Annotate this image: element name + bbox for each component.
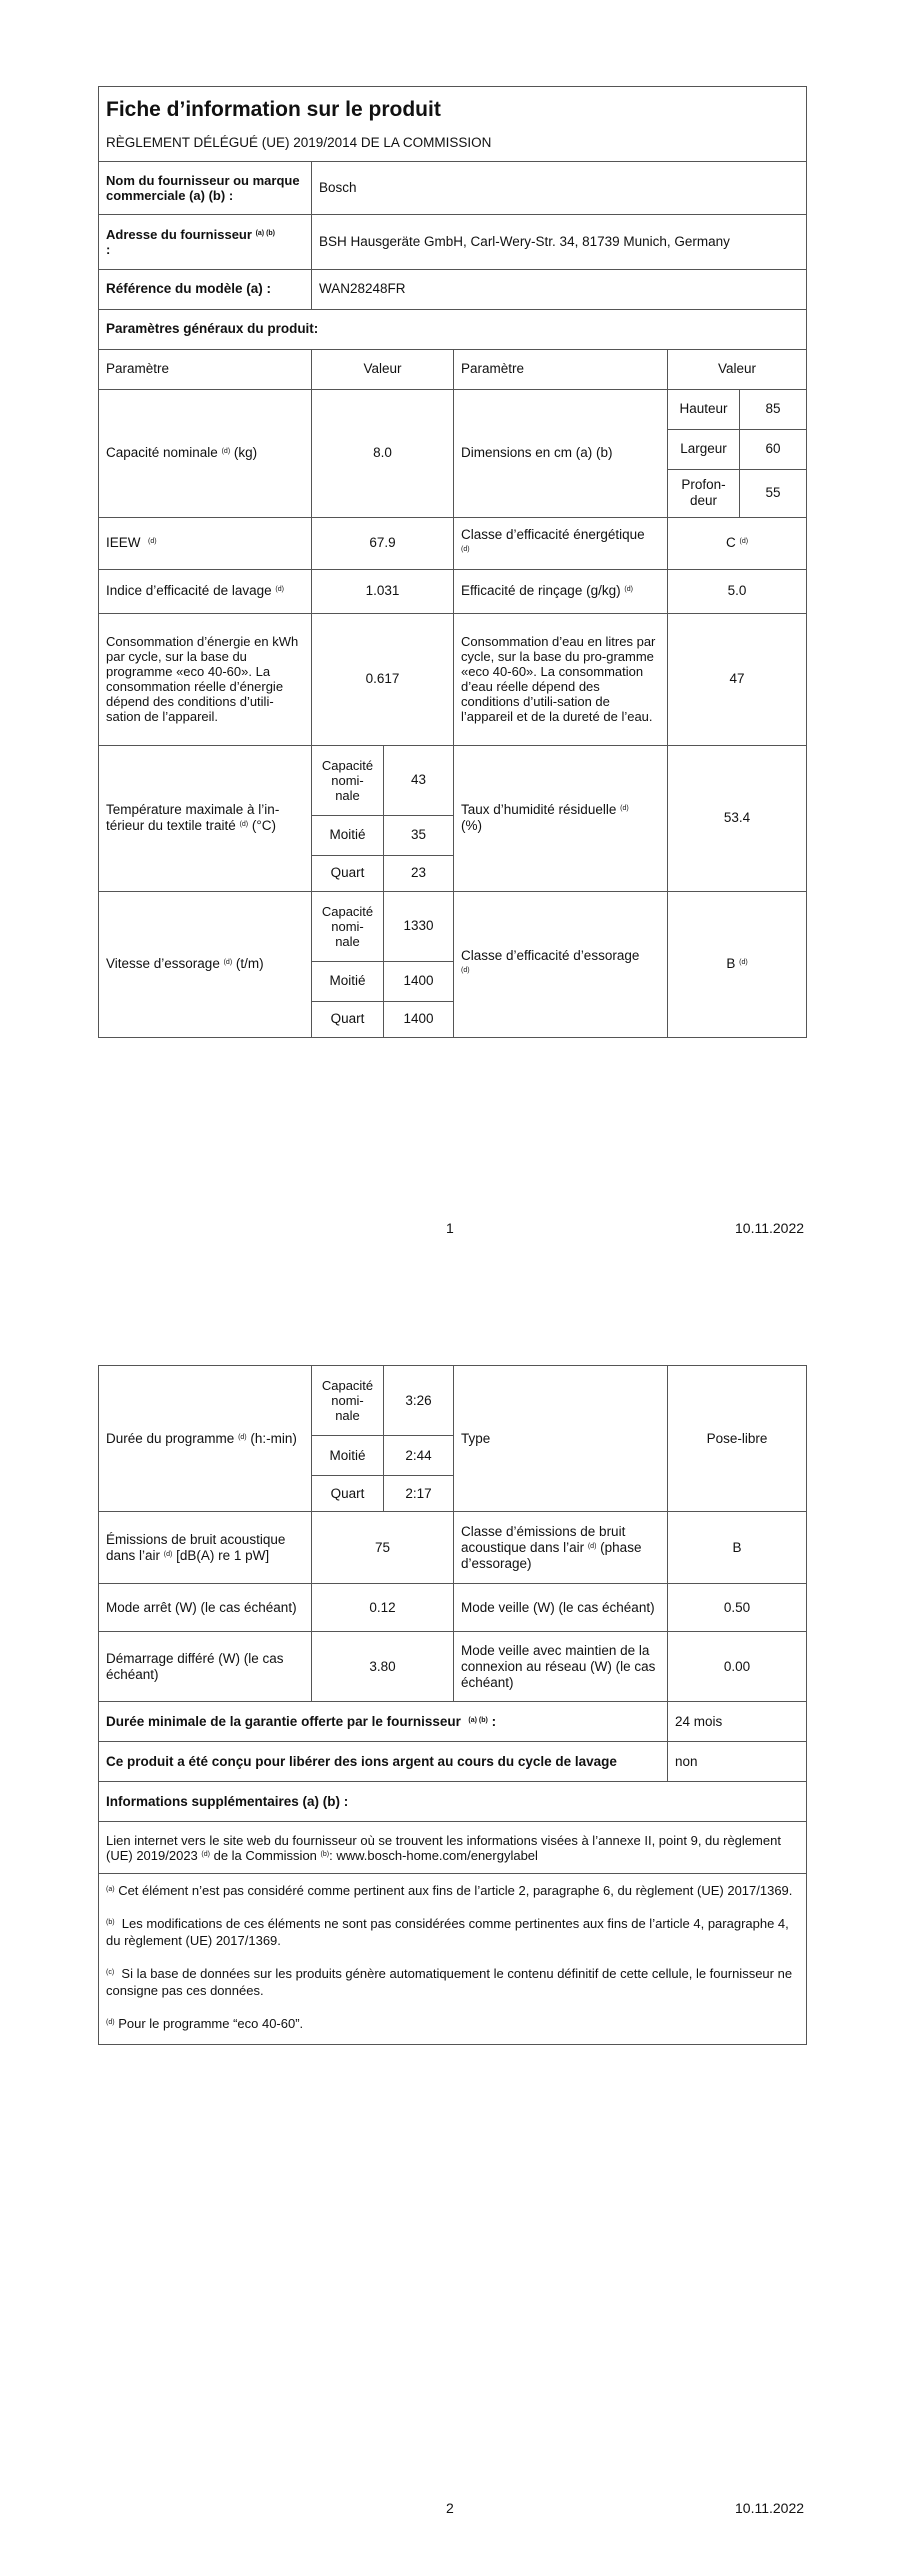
- noise-label: Émissions de bruit acoustique dans l’air $^{(d)}$ [dB(A) re 1 pW]: [99, 1512, 312, 1584]
- wash-index-label: Indice d’efficacité de lavage $^{(d)}$: [99, 569, 312, 613]
- max-temp-label: Température maximale à l’in-térieur du textile traité $^{(d)}$ (°C): [99, 745, 312, 891]
- wash-index-value: 1.031: [312, 569, 454, 613]
- width-value: 60: [740, 429, 807, 469]
- page1-table: [98, 86, 807, 1038]
- additional-info-heading: Informations supplémentaires (a) (b) :: [99, 1782, 807, 1822]
- duration-label: Durée du programme $^{(d)}$ (h:-min): [99, 1366, 312, 1512]
- energy-consumption-value: 0.617: [312, 613, 454, 745]
- humidity-label: Taux d’humidité résiduelle $^{(d)}$ (%): [454, 745, 668, 891]
- warranty-label: Durée minimale de la garantie offerte par le fournisseur $^{(a) (b)}$ :: [99, 1702, 668, 1742]
- spin-label: Vitesse d’essorage $^{(d)}$ (t/m): [99, 891, 312, 1037]
- networked-value: 0.00: [668, 1632, 807, 1702]
- warranty-value: 24 mois: [668, 1702, 807, 1742]
- height-label: Hauteur: [668, 389, 740, 429]
- col-value-header-2: Valeur: [668, 349, 807, 389]
- spin-class-value: B $^{(d)}$: [668, 891, 807, 1037]
- energy-class-value: C $^{(d)}$: [668, 517, 807, 569]
- silver-ions-value: non: [668, 1742, 807, 1782]
- regulation-subtitle: RÈGLEMENT DÉLÉGUÉ (UE) 2019/2014 DE LA COMMISSION: [99, 127, 807, 162]
- page-date-2: 10.11.2022: [735, 2500, 805, 2516]
- spin-quarter-value: 1400: [384, 1001, 454, 1037]
- temp-load-half: Moitié: [312, 815, 384, 855]
- duration-quarter-value: 2:17: [384, 1476, 454, 1512]
- temp-load-full: Capacité nomi-nale: [312, 745, 384, 815]
- delay-label: Démarrage différé (W) (le cas échéant): [99, 1632, 312, 1702]
- depth-value: 55: [740, 469, 807, 517]
- height-value: 85: [740, 389, 807, 429]
- col-param-header: Paramètre: [99, 349, 312, 389]
- energy-label-link-text: Lien internet vers le site web du fournisseur où se trouvent les informations visées à l’annexe II, point 9, du règlement (UE) 2019/2023 $^{(d)}$ de la Commission $^{(b)}$: www.bosch-home.com/energylabel: [99, 1822, 807, 1874]
- spin-half-value: 1400: [384, 961, 454, 1001]
- ieew-label: IEEW $^{(d)}$: [99, 517, 312, 569]
- spin-class-label: Classe d’efficacité d’essorage $^{(d)}$: [454, 891, 668, 1037]
- standby-value: 0.50: [668, 1584, 807, 1632]
- dimensions-label: Dimensions en cm (a) (b): [454, 389, 668, 517]
- ieew-value: 67.9: [312, 517, 454, 569]
- water-consumption-value: 47: [668, 613, 807, 745]
- duration-half-value: 2:44: [384, 1436, 454, 1476]
- silver-ions-label: Ce produit a été conçu pour libérer des ions argent au cours du cycle de lavage: [99, 1742, 668, 1782]
- noise-class-label: Classe d’émissions de bruit acoustique dans l’air $^{(d)}$ (phase d’essorage): [454, 1512, 668, 1584]
- page2-table: [98, 1365, 807, 2045]
- temp-half-value: 35: [384, 815, 454, 855]
- type-label: Type: [454, 1366, 668, 1512]
- spin-load-quarter: Quart: [312, 1001, 384, 1037]
- model-value: WAN28248FR: [312, 269, 807, 309]
- page-number-2: 2: [446, 2500, 454, 2516]
- footnote-d: $^{(d)}$ Pour le programme “eco 40-60”.: [106, 2016, 304, 2031]
- footnote-a: $^{(a)}$ Cet élément n’est pas considéré comme pertinent aux fins de l’article 2, paragraphe 6, du règlement (UE) 2017/1369.: [106, 1883, 793, 1898]
- delay-value: 3.80: [312, 1632, 454, 1702]
- supplier-label: Nom du fournisseur ou marque commerciale (a) (b) :: [99, 161, 312, 214]
- col-param-header-2: Paramètre: [454, 349, 668, 389]
- spin-full-value: 1330: [384, 891, 454, 961]
- page-title: Fiche d’information sur le produit: [99, 87, 807, 127]
- humidity-value: 53.4: [668, 745, 807, 891]
- type-value: Pose-libre: [668, 1366, 807, 1512]
- model-label: Référence du modèle (a) :: [99, 269, 312, 309]
- water-consumption-label: Consommation d’eau en litres par cycle, sur la base du pro-gramme «eco 40-60». La consommation d’eau réelle dépend des conditions d’utili-sation de l’appareil et de la dureté de l’eau.: [454, 613, 668, 745]
- address-value: BSH Hausgeräte GmbH, Carl-Wery-Str. 34, 81739 Munich, Germany: [312, 214, 807, 269]
- address-label: Adresse du fournisseur $^{(a) (b)}$ :: [99, 214, 312, 269]
- address-sup: (a) (b): [255, 229, 276, 237]
- spin-load-full: Capacité nomi-nale: [312, 891, 384, 961]
- spin-load-half: Moitié: [312, 961, 384, 1001]
- noise-value: 75: [312, 1512, 454, 1584]
- footnote-c: $^{(c)}$ Si la base de données sur les produits génère automatiquement le contenu définitif de cette cellule, le fournisseur ne consigne pas ces données.: [106, 1966, 793, 1998]
- duration-load-full: Capacité nomi-nale: [312, 1366, 384, 1436]
- off-mode-value: 0.12: [312, 1584, 454, 1632]
- noise-class-value: B: [668, 1512, 807, 1584]
- page-date-1: 10.11.2022: [735, 1220, 805, 1236]
- rinse-value: 5.0: [668, 569, 807, 613]
- supplier-value: Bosch: [312, 161, 807, 214]
- temp-full-value: 43: [384, 745, 454, 815]
- page-number-1: 1: [446, 1220, 454, 1236]
- depth-label: Profon-deur: [668, 469, 740, 517]
- networked-label: Mode veille avec maintien de la connexion au réseau (W) (le cas échéant): [454, 1632, 668, 1702]
- duration-load-quarter: Quart: [312, 1476, 384, 1512]
- energy-consumption-label: Consommation d’énergie en kWh par cycle, sur la base du programme «eco 40-60». La consommation réelle d’énergie dépend des conditions d’utili-sation de l’appareil.: [99, 613, 312, 745]
- width-label: Largeur: [668, 429, 740, 469]
- energy-class-label: Classe d’efficacité énergétique $^{(d)}$: [454, 517, 668, 569]
- col-value-header: Valeur: [312, 349, 454, 389]
- footnotes-cell: [99, 1874, 807, 2045]
- temp-quarter-value: 23: [384, 855, 454, 891]
- duration-load-half: Moitié: [312, 1436, 384, 1476]
- standby-label: Mode veille (W) (le cas échéant): [454, 1584, 668, 1632]
- capacity-label: Capacité nominale $^{(d)}$ (kg): [99, 389, 312, 517]
- general-params-heading: Paramètres généraux du produit:: [99, 309, 807, 349]
- footnote-b: $^{(b)}$ Les modifications de ces éléments ne sont pas considérées comme pertinentes aux fins de l’article 4, paragraphe 4, du règlement (UE) 2017/1369.: [106, 1916, 789, 1948]
- rinse-label: Efficacité de rinçage (g/kg) $^{(d)}$: [454, 569, 668, 613]
- off-mode-label: Mode arrêt (W) (le cas échéant): [99, 1584, 312, 1632]
- capacity-value: 8.0: [312, 389, 454, 517]
- duration-full-value: 3:26: [384, 1366, 454, 1436]
- temp-load-quarter: Quart: [312, 855, 384, 891]
